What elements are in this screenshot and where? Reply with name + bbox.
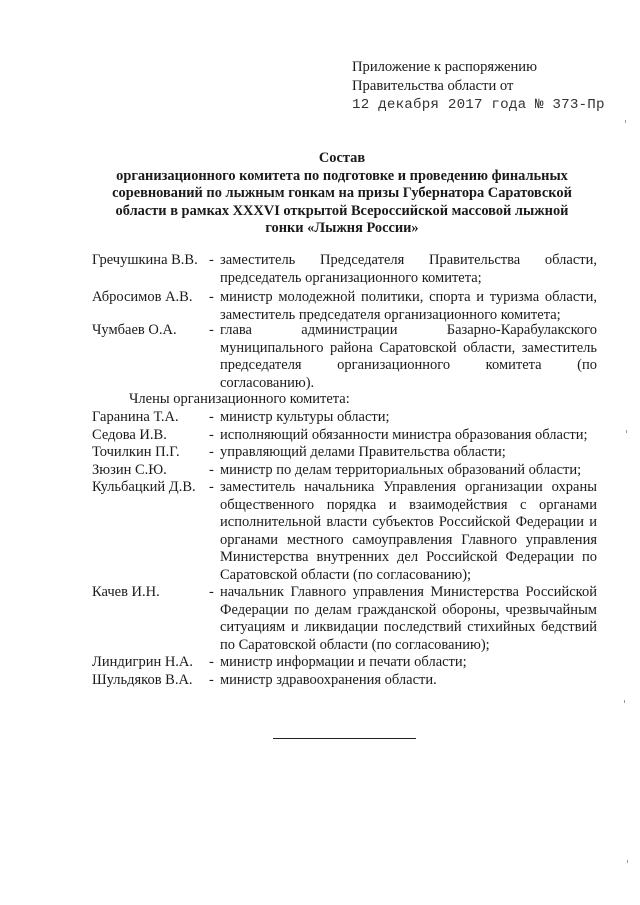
appendix-note [352, 58, 605, 115]
person-name: Седова И.В. [92, 427, 167, 443]
committee-entry [92, 444, 597, 462]
person-position: министр здравоохранения области. [220, 672, 437, 688]
members-heading: Члены организационного комитета: [129, 391, 350, 407]
person-name: Абросимов А.В. [92, 289, 193, 305]
committee-entry [92, 409, 597, 427]
entry-dash: - [209, 444, 214, 460]
person-name: Гречушкина В.В. [92, 252, 198, 268]
person-position: министр культуры области; [220, 409, 390, 425]
entry-dash: - [209, 289, 214, 305]
person-position: управляющий делами Правительства области; [220, 444, 506, 460]
person-position: заместитель Председателя Правительства области, председатель организационного комитета; [220, 252, 597, 286]
committee-entry [92, 427, 597, 445]
person-position: министр по делам территориальных образований области; [220, 462, 582, 478]
committee-entry [92, 322, 597, 391]
scan-speck [627, 860, 628, 863]
appendix-date-number: 12 декабря 2017 года № 373-Пр [352, 97, 605, 113]
person-position: исполняющий обязанности министра образования области; [220, 427, 588, 443]
entry-dash: - [209, 252, 214, 268]
entry-dash: - [209, 462, 214, 478]
person-name: Зюзин С.Ю. [92, 462, 167, 478]
committee-entry [92, 479, 597, 585]
entry-dash: - [209, 584, 214, 600]
person-position: министр информации и печати области; [220, 654, 467, 670]
person-name: Линдигрин Н.А. [92, 654, 194, 670]
committee-entry [92, 654, 597, 672]
appendix-line-1: Приложение к распоряжению [352, 59, 537, 75]
entry-dash: - [209, 322, 214, 338]
title-body: организационного комитета по подготовке и проведению финальных соревнований по лыжным гонкам на призы Губернатора Саратовской области в рамках XXXVI открытой Всероссийской массовой лыжной гонки «Лыжня России» [112, 168, 572, 236]
title-heading: Состав [318, 150, 366, 166]
entry-dash: - [209, 409, 214, 425]
person-name: Шульдяков В.А. [92, 672, 193, 688]
committee-entry [92, 584, 597, 656]
committee-entry [92, 289, 597, 325]
entry-dash: - [209, 654, 214, 670]
scan-speck [626, 430, 627, 433]
person-position: глава администрации Базарно-Карабулакского муниципального района Саратовской области, заместитель председателя организационного комитета (по согласованию). [220, 322, 597, 391]
person-name: Точилкин П.Г. [92, 444, 180, 460]
scan-speck [625, 120, 626, 123]
person-name: Качев И.Н. [92, 584, 160, 600]
committee-entry [92, 672, 597, 690]
scan-speck [624, 700, 625, 703]
entry-dash: - [209, 672, 214, 688]
person-position: министр молодежной политики, спорта и туризма области, заместитель председателя организационного комитета; [220, 289, 597, 323]
closing-separator-line [273, 738, 416, 739]
person-position: начальник Главного управления Министерства Российской Федерации по делам гражданской обороны, чрезвычайным ситуациям и ликвидации последствий стихийных бедствий по Саратовской области (по согласованию); [220, 584, 597, 653]
document-title [96, 150, 588, 237]
person-name: Кульбацкий Д.В. [92, 479, 196, 495]
committee-entry [92, 252, 597, 288]
person-position: заместитель начальника Управления организации охраны общественного порядка и взаимодействия с органами исполнительной власти субъектов Российской Федерации и органами местного самоуправления Главного управления Министерства внутренних дел Российской Федерации по Саратовской области (по согласованию); [220, 479, 597, 583]
appendix-line-2: Правительства области от [352, 78, 514, 94]
entry-dash: - [209, 427, 214, 443]
person-name: Чумбаев О.А. [92, 322, 177, 338]
entry-dash: - [209, 479, 214, 495]
committee-entry [92, 462, 597, 480]
person-name: Гаранина Т.А. [92, 409, 179, 425]
